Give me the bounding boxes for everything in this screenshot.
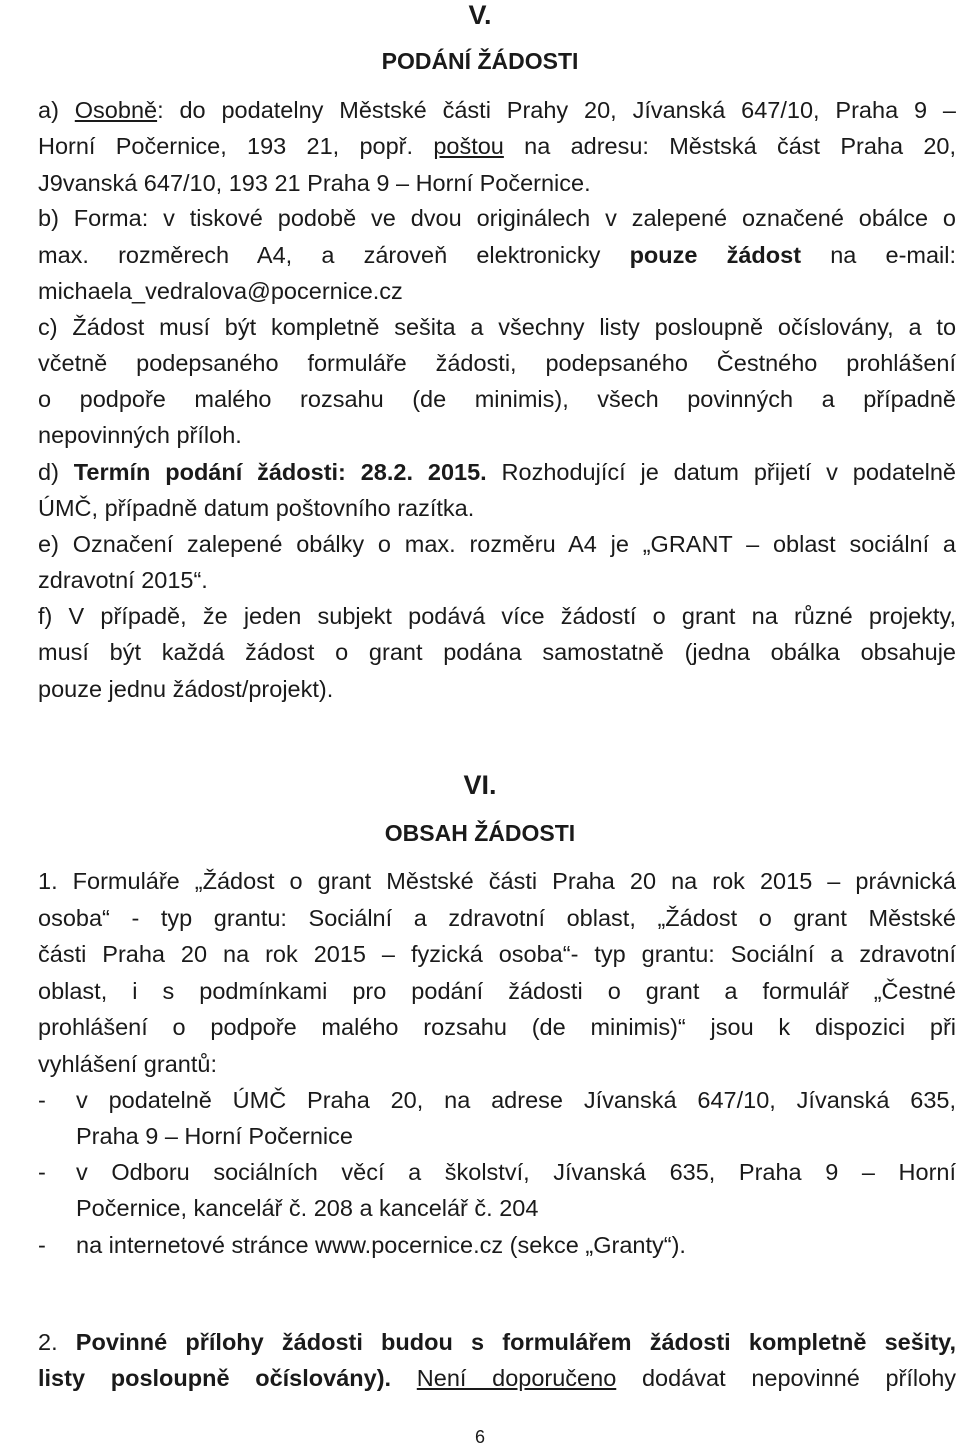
item-1-line-6: vyhlášení grantů: [38, 1051, 217, 1077]
item-b-line-2: max. rozměrech A4, a zároveň elektronicky pouze žádost na e-mail: [38, 242, 957, 268]
item-1-line-3: části Praha 20 na rok 2015 – fyzická osoba“- typ grantu: Sociální a zdravotní [38, 941, 956, 967]
bullet-3-line-1: na internetové stránce www.pocernice.cz (sekce „Granty“). [76, 1232, 686, 1258]
bullet-2-line-1: v Odboru sociálních věcí a školství, Jívanská 635, Praha 9 – Horní [76, 1159, 956, 1185]
bullet-dash-1: - [38, 1087, 46, 1113]
item-c-line-3: o podpoře malého rozsahu (de minimis), všech povinných a případně [38, 386, 956, 412]
section-6-number: VI. [463, 770, 497, 800]
item-a-line-3: J9vanská 647/10, 193 21 Praha 9 – Horní Počernice. [38, 170, 591, 196]
item-f-line-2: musí být každá žádost o grant podána samostatně (jedna obálka obsahuje [38, 639, 956, 665]
osobne-underlined: Osobně [74, 97, 158, 123]
item-2-line-2: listy posloupně očíslovány). Není doporučeno dodávat nepovinné přílohy [38, 1365, 957, 1391]
bullet-1-line-2: Praha 9 – Horní Počernice [76, 1123, 353, 1149]
item-d-line-2: ÚMČ, případně datum poštovního razítka. [38, 495, 475, 521]
item-c-line-4: nepovinných příloh. [38, 422, 242, 448]
item-c-line-2: včetně podepsaného formuláře žádosti, podepsaného Čestného prohlášení [38, 350, 956, 376]
deadline-bold: Termín podání žádosti: 28.2. 2015. [73, 459, 487, 485]
item-1-line-4: oblast, i s podmínkami pro podání žádosti o grant a formulář „Čestné [38, 978, 956, 1004]
item-2-line-1: 2. Povinné přílohy žádosti budou s formulářem žádosti kompletně sešity, [38, 1329, 956, 1355]
item-1-line-5: prohlášení o podpoře malého rozsahu (de minimis)“ jsou k dispozici při [38, 1014, 956, 1040]
item-f-line-1: f) V případě, že jeden subjekt podává více žádostí o grant na různé projekty, [38, 603, 957, 629]
pouze-zadost-bold: pouze žádost [629, 242, 802, 268]
postou-underlined: poštou [433, 133, 504, 159]
item-d-line-1: d) Termín podání žádosti: 28.2. 2015. Rozhodující je datum přijetí v podatelně [38, 459, 956, 485]
item-a-line-1: a) Osobně: do podatelny Městské části Prahy 20, Jívanská 647/10, Praha 9 – [38, 97, 956, 123]
item-c-line-1: c) Žádost musí být kompletně sešita a všechny listy posloupně očíslovány, a to [38, 314, 957, 340]
item-1-line-2: osoba“ - typ grantu: Sociální a zdravotní oblast, „Žádost o grant Městské [38, 905, 956, 931]
section-5-number: V. [468, 0, 492, 30]
bullet-2-line-2: Počernice, kancelář č. 208 a kancelář č. 204 [76, 1195, 539, 1221]
neni-doporuceno-underlined: Není doporučeno [416, 1365, 617, 1391]
item-b-line-1: b) Forma: v tiskové podobě ve dvou originálech v zalepené označené obálce o [38, 205, 956, 231]
bullet-dash-2: - [38, 1159, 46, 1185]
email-address: michaela_vedralova@pocernice.cz [38, 278, 403, 304]
item-1-line-1: 1. Formuláře „Žádost o grant Městské části Praha 20 na rok 2015 – právnická [38, 868, 957, 894]
bullet-1-line-1: v podatelně ÚMČ Praha 20, na adrese Jívanská 647/10, Jívanská 635, [76, 1087, 956, 1113]
item-f-line-3: pouze jednu žádost/projekt). [38, 676, 334, 702]
item-e-line-2: zdravotní 2015“. [38, 567, 208, 593]
bullet-dash-3: - [38, 1232, 46, 1258]
page-number: 6 [474, 1427, 485, 1447]
section-6-heading: OBSAH ŽÁDOSTI [384, 820, 576, 846]
item-a-line-2: Horní Počernice, 193 21, popř. poštou na adresu: Městská část Praha 20, [38, 133, 957, 159]
section-5-heading: PODÁNÍ ŽÁDOSTI [381, 48, 579, 74]
item-e-line-1: e) Označení zalepené obálky o max. rozměru A4 je „GRANT – oblast sociální a [38, 531, 956, 557]
